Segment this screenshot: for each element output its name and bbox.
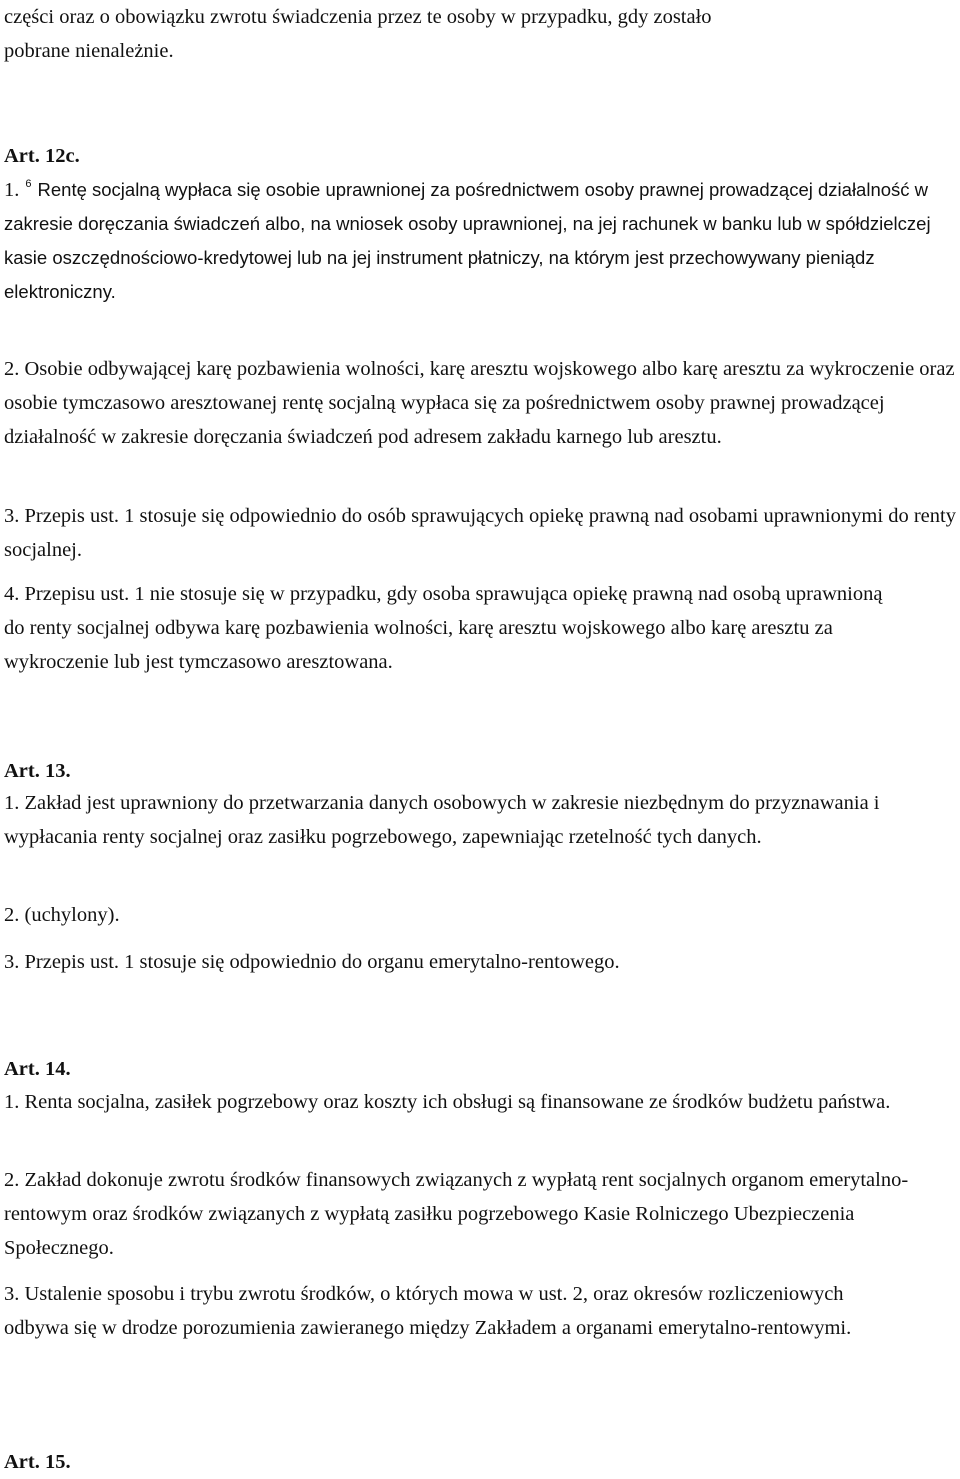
art14-paragraph-2: 2. Zakład dokonuje zwrotu środków finansowych związanych z wypłatą rent socjalnych organom emerytalno-rentowym oraz środków związanych z wypłatą zasiłku pogrzebowego Kasie Rolniczego Ubezpieczenia Społecznego. — [4, 1169, 909, 1259]
art14-paragraph-1: 1. Renta socjalna, zasiłek pogrzebowy oraz koszty ich obsługi są finansowane ze środków budżetu państwa. — [4, 1091, 891, 1113]
art12c-intro — [4, 0, 712, 68]
art13-heading: Art. 13. — [4, 760, 71, 782]
art15-heading: Art. 15. — [4, 1451, 71, 1473]
footnote-marker: 6 — [25, 178, 32, 190]
art14-paragraph-3: 3. Ustalenie sposobu i trybu zwrotu środków, o których mowa w ust. 2, oraz okresów rozliczeniowych odbywa się w drodze porozumienia zawieranego między Zakładem a organami emerytalno-rentowymi. — [4, 1283, 852, 1339]
intro-line-1: części oraz o obowiązku zwrotu świadczenia przez te osoby w przypadku, gdy zostało — [4, 6, 712, 28]
art12c-paragraph-4: 4. Przepisu ust. 1 nie stosuje się w przypadku, gdy osoba sprawująca opiekę prawną nad osobą uprawnioną do renty socjalnej odbywa karę pozbawienia wolności, karę aresztu wojskowego albo karę aresztu za wykroczenie lub jest tymczasowo aresztowana. — [4, 583, 883, 673]
intro-line-2: pobrane nienależnie. — [4, 40, 174, 62]
art12c-paragraph-2: 2. Osobie odbywającej karę pozbawienia wolności, karę aresztu wojskowego albo karę aresztu za wykroczenie oraz osobie tymczasowo aresztowanej rentę socjalną wypłaca się za pośrednictwem osoby prawnej prowadzącej działalność w zakresie doręczania świadczeń pod adresem zakładu karnego lub aresztu. — [4, 358, 955, 448]
art13-paragraph-1: 1. Zakład jest uprawniony do przetwarzania danych osobowych w zakresie niezbędnym do przyznawania i wypłacania renty socjalnej oraz zasiłku pogrzebowego, zapewniając rzetelność tych danych. — [4, 792, 880, 848]
art14-heading: Art. 14. — [4, 1058, 71, 1080]
paragraph-number: 1. — [4, 179, 20, 201]
art13-paragraph-2: 2. (uchylony). — [4, 904, 120, 926]
art12c-paragraph-3: 3. Przepis ust. 1 stosuje się odpowiednio do osób sprawujących opiekę prawną nad osobami uprawnionymi do renty socjalnej. — [4, 505, 956, 561]
art12c-heading: Art. 12c. — [4, 145, 80, 167]
art13-paragraph-3: 3. Przepis ust. 1 stosuje się odpowiednio do organu emerytalno-rentowego. — [4, 951, 620, 973]
paragraph-text: Rentę socjalną wypłaca się osobie uprawnionej za pośrednictwem osoby prawnej prowadzącej działalność w zakresie doręczania świadczeń albo, na wniosek osoby uprawnionej, na jej rachunek w banku lub w spółdzielczej kasie oszczędnościowo-kredytowej lub na jej instrument płatniczy, na którym jest przechowywany pieniądz elektroniczny. — [4, 179, 931, 302]
art12c-paragraph-1 — [4, 173, 934, 309]
